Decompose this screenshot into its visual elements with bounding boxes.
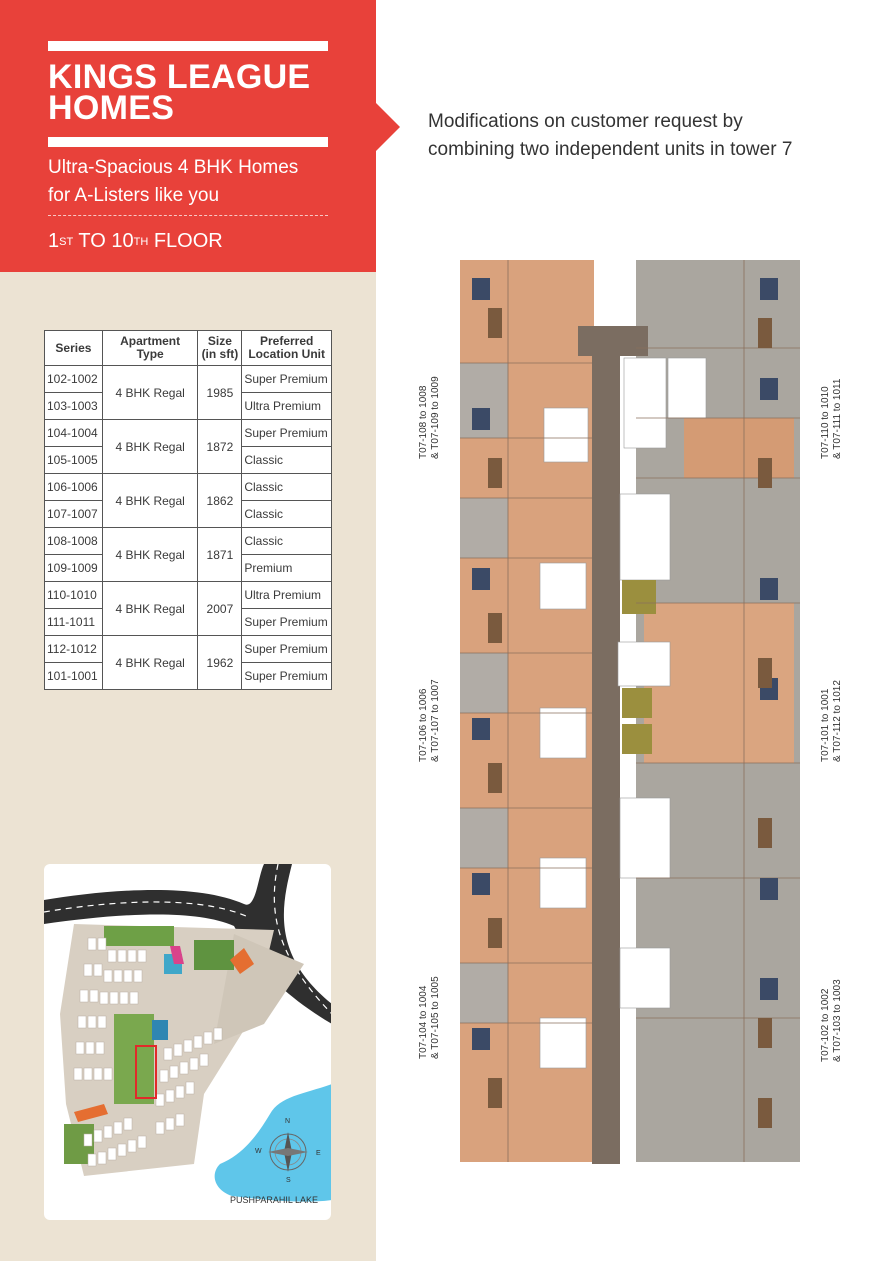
col-header-series: Series: [45, 331, 103, 366]
series-cell: 110-1010: [45, 582, 103, 609]
floor-plan: [458, 258, 802, 1164]
floor-to: TO 10: [73, 230, 134, 252]
type-cell: 4 BHK Regal: [102, 582, 198, 636]
type-cell: 4 BHK Regal: [102, 474, 198, 528]
brand-title-line2: HOMES: [48, 89, 175, 127]
header-banner: [0, 0, 376, 272]
plan-label-right-bot-l2: & T07-103 to 1003: [832, 979, 843, 1062]
location-cell: Ultra Premium: [242, 582, 332, 609]
brand-title-line1: KINGS LEAGUE: [48, 58, 311, 96]
apartment-spec-table: [44, 330, 332, 690]
brand-subtitle-line1: Ultra-Spacious 4 BHK Homes: [48, 157, 299, 178]
plan-label-left-top-l1: T07-108 to 1008: [418, 385, 429, 459]
plan-label-left-mid-l1: T07-106 to 1006: [418, 688, 429, 762]
series-cell: 111-1011: [45, 609, 103, 636]
floor-sup-end: TH: [133, 236, 149, 248]
table-row: [45, 474, 332, 501]
site-map-illustration: [44, 864, 331, 1220]
series-cell: 104-1004: [45, 420, 103, 447]
lake-label: PUSHPARAHIL LAKE: [230, 1195, 319, 1205]
location-cell: Classic: [242, 474, 332, 501]
series-cell: 106-1006: [45, 474, 103, 501]
plan-label-right-mid-l2: & T07-112 to 1012: [832, 680, 843, 762]
modification-heading: [428, 108, 868, 164]
size-cell: 1871: [198, 528, 242, 582]
compass-n: N: [285, 1118, 291, 1125]
compass-s: S: [286, 1177, 291, 1184]
series-cell: 102-1002: [45, 366, 103, 393]
header-top-bar: [48, 41, 328, 51]
type-cell: 4 BHK Regal: [102, 366, 198, 420]
size-cell: 1962: [198, 636, 242, 690]
floor-range: [48, 228, 223, 254]
location-cell: Super Premium: [242, 663, 332, 690]
location-cell: Super Premium: [242, 366, 332, 393]
table-row: [45, 636, 332, 663]
location-cell: Classic: [242, 528, 332, 555]
series-cell: 108-1008: [45, 528, 103, 555]
location-cell: Classic: [242, 447, 332, 474]
plan-label-right-top-l2: & T07-111 to 1011: [832, 378, 843, 459]
series-cell: 101-1001: [45, 663, 103, 690]
plan-label-right-bot-l1: T07-102 to 1002: [820, 988, 831, 1062]
location-cell: Super Premium: [242, 420, 332, 447]
plan-label-left-mid: [418, 679, 442, 762]
table-row: [45, 582, 332, 609]
modification-line2: combining two independent units in tower 7: [428, 139, 793, 160]
col-header-apartment-type: Apartment Type: [102, 331, 198, 366]
table-row: [45, 366, 332, 393]
plan-label-left-top-l2: & T07-109 to 1009: [430, 376, 441, 459]
series-cell: 109-1009: [45, 555, 103, 582]
table-row: [45, 420, 332, 447]
size-cell: 1862: [198, 474, 242, 528]
series-cell: 112-1012: [45, 636, 103, 663]
series-cell: 107-1007: [45, 501, 103, 528]
size-cell: 1872: [198, 420, 242, 474]
brand-subtitle-line2: for A-Listers like you: [48, 185, 220, 206]
site-map: [44, 864, 331, 1220]
plan-label-left-mid-l2: & T07-107 to 1007: [430, 679, 441, 762]
compass-w: W: [255, 1148, 262, 1155]
series-cell: 103-1003: [45, 393, 103, 420]
type-cell: 4 BHK Regal: [102, 420, 198, 474]
size-cell: 1985: [198, 366, 242, 420]
location-cell: Premium: [242, 555, 332, 582]
size-cell: 2007: [198, 582, 242, 636]
header-bottom-bar: [48, 137, 328, 147]
plan-label-right-mid-l1: T07-101 to 1001: [820, 688, 831, 762]
floor-plan-illustration: [458, 258, 802, 1164]
plan-label-right-top: [820, 379, 844, 459]
plan-label-right-top-l1: T07-110 to 1010: [820, 386, 831, 459]
floor-word: FLOOR: [148, 230, 223, 252]
location-cell: Super Premium: [242, 636, 332, 663]
location-cell: Classic: [242, 501, 332, 528]
series-cell: 105-1005: [45, 447, 103, 474]
plan-label-left-bot-l2: & T07-105 to 1005: [430, 976, 441, 1059]
plan-label-left-bot: [418, 976, 442, 1059]
table-header-row: [45, 331, 332, 366]
col-header-size: Size (in sft): [198, 331, 242, 366]
floor-sup-start: ST: [59, 236, 74, 248]
plan-label-left-bot-l1: T07-104 to 1004: [418, 985, 429, 1059]
location-cell: Super Premium: [242, 609, 332, 636]
brand-subtitle: [48, 154, 348, 210]
floor-num-start: 1: [48, 230, 60, 252]
table-row: [45, 528, 332, 555]
plan-label-left-top: [418, 376, 442, 459]
brand-title: [48, 58, 348, 127]
modification-line1: Modifications on customer request by: [428, 111, 743, 132]
type-cell: 4 BHK Regal: [102, 528, 198, 582]
header-arrow-pointer: [376, 103, 400, 151]
compass-e: E: [316, 1150, 321, 1157]
location-cell: Ultra Premium: [242, 393, 332, 420]
type-cell: 4 BHK Regal: [102, 636, 198, 690]
plan-label-right-bot: [820, 979, 844, 1062]
col-header-location: Preferred Location Unit: [242, 331, 332, 366]
header-dashed-divider: [48, 215, 328, 216]
plan-label-right-mid: [820, 680, 844, 762]
